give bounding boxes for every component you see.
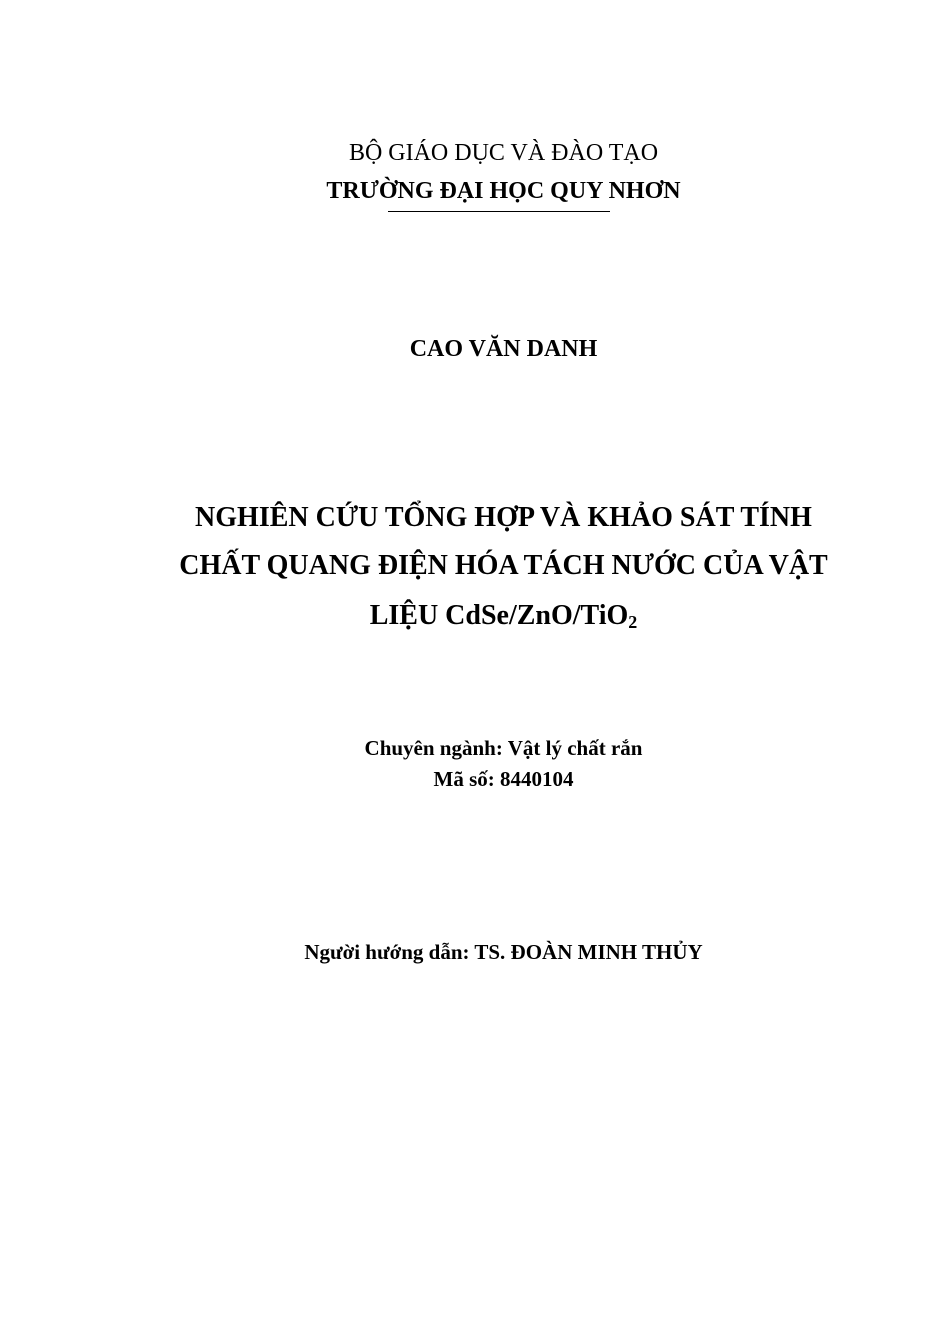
university-name: TRƯỜNG ĐẠI HỌC QUY NHƠN bbox=[326, 178, 681, 204]
ministry-name: BỘ GIÁO DỤC VÀ ĐÀO TẠO bbox=[348, 140, 659, 166]
thesis-title-line-3-text: LIỆU CdSe/ZnO/TiO bbox=[369, 600, 629, 631]
major-code: Mã số: 8440104 bbox=[433, 767, 574, 791]
header-divider bbox=[388, 211, 610, 212]
thesis-title-line-3 bbox=[32, 600, 943, 632]
major-label: Chuyên ngành: Vật lý chất rắn bbox=[364, 736, 643, 760]
author-name: CAO VĂN DANH bbox=[409, 336, 598, 362]
thesis-title-line-1: NGHIÊN CỨU TỔNG HỢP VÀ KHẢO SÁT TÍNH bbox=[195, 502, 812, 533]
advisor-line: Người hướng dẫn: TS. ĐOÀN MINH THỦY bbox=[304, 940, 703, 964]
thesis-title-line-2: CHẤT QUANG ĐIỆN HÓA TÁCH NƯỚC CỦA VẬT bbox=[179, 550, 828, 581]
thesis-title-subscript: 2 bbox=[628, 612, 638, 632]
